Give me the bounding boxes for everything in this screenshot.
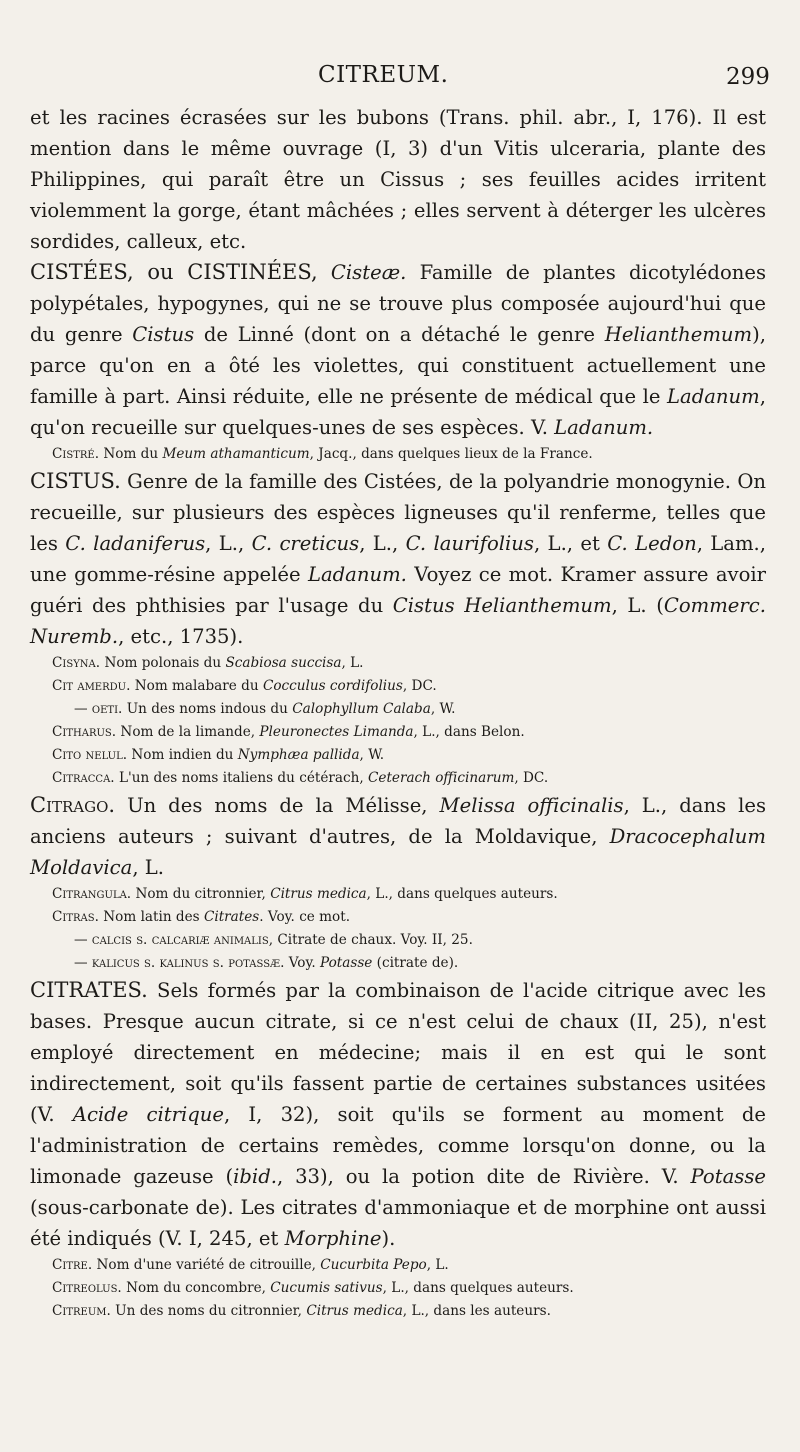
entry-text: ). [381, 1227, 396, 1250]
entry-text: , DC. [514, 770, 549, 786]
entry-head: Citracca. [52, 770, 115, 786]
entry-text: Nom polonais du [104, 655, 222, 671]
entry-text: L'un des noms italiens du cétérach, [118, 770, 364, 786]
entry-head: CITRATES. [30, 978, 148, 1002]
latin-name: Cucumis sativus [270, 1280, 383, 1296]
entry-head: Citreolus. [52, 1280, 122, 1296]
intro-paragraph: et les racines écrasées sur les bubons (Trans. phil. abr., I, 176). Il est mention dans le même ouvrage (I, 3) d'un Vitis ulceraria, plante des Philippines, qui paraît être un Cissus ; ses feuilles acides irritent violemment la gorge, étant mâchées ; elles servent à déterger les ulcères sordides, calleux, etc. [30, 106, 766, 253]
entry-head: Cisyna. [52, 655, 101, 671]
entry-text: Sels formés par la combinaison de l'acide citrique avec les bases. Presque aucun citrate, si ce n'est celui de chaux (II, 25), n'est employé directement en médecine; mais il en est qui le sont indirectement, soit qu'ils fassent partie de certaines substances usitées (V. [30, 979, 766, 1126]
entry-text: , L., [205, 532, 245, 555]
latin-name: Potasse [320, 955, 373, 971]
page-header [0, 62, 800, 96]
entry-text: , L., dans les auteurs. [402, 1303, 551, 1319]
small-entry [30, 767, 766, 790]
latin-name: Ceterach officinarum [368, 770, 515, 786]
latin-name: Citrates [203, 909, 260, 925]
entry-text: Voy. [288, 955, 316, 971]
entry-text: ), parce qu'on en a ôté les violettes, qui constituent actuellement une famille à part. Ainsi réduite, elle ne présente de médical que le [30, 323, 766, 408]
page-body [30, 102, 766, 1323]
cross-reference: Potasse [690, 1165, 766, 1188]
entry-text: , qu'on recueille sur quelques-unes de ses espèces. V. [30, 385, 766, 439]
entry-head: CISTÉES, ou CISTINÉES, [30, 260, 318, 284]
entry-cistre [30, 443, 766, 466]
entry-text: de Linné (dont on a détaché le genre [203, 323, 596, 346]
citation: ibid. [233, 1165, 277, 1188]
entry-text: . Voy. ce mot. [259, 909, 351, 925]
entry-text: Nom du concombre, [126, 1280, 266, 1296]
entry-text: , Jacq., dans quelques lieux de la France. [309, 446, 593, 462]
small-entry [30, 1254, 766, 1277]
citation: Commerc. Nuremb. [30, 594, 766, 648]
entry-cistees [30, 257, 766, 443]
latin-name: Dracocephalum Moldavica [30, 825, 766, 879]
entry-head: CISTUS. [30, 469, 121, 493]
entry-text: , 33), ou la potion dite de Rivière. V. [276, 1165, 679, 1188]
entry-text: , W. [430, 701, 456, 717]
entry-text: (sous-carbonate de). Les citrates d'ammoniaque et de morphine ont aussi été indiqués (V. I, 245, et [30, 1196, 766, 1250]
small-entry [30, 721, 766, 744]
entry-text: Nom du [103, 446, 159, 462]
latin-name: Cucurbita Pepo [320, 1257, 427, 1273]
entry-head: Cito nelul. [52, 747, 128, 763]
latin-name: Meum athamanticum [162, 446, 310, 462]
entry-citrago [30, 790, 766, 883]
latin-name: C. Ledon [607, 532, 697, 555]
small-entry [30, 744, 766, 767]
small-entry [30, 1277, 766, 1300]
entry-head: Cit amerdu. [52, 678, 131, 694]
entry-head: Citrangula. [52, 886, 132, 902]
entry-head: Cistré. [52, 446, 100, 462]
entry-text: , DC. [402, 678, 437, 694]
small-entries-2 [30, 883, 766, 975]
entry-text: , L., dans les anciens auteurs ; suivant d'autres, de la Moldavique, [30, 794, 767, 848]
latin-name: Ladanum [667, 385, 760, 408]
small-entries-1 [30, 652, 766, 790]
latin-name: Cistus Helianthemum [392, 594, 612, 617]
entry-head: Citrago. [30, 793, 116, 817]
small-entry [30, 929, 766, 952]
entry-text: , L., dans quelques auteurs. [366, 886, 558, 902]
entry-text: , L., dans Belon. [413, 724, 525, 740]
entry-head: — calcis s. calcariæ animalis, [74, 932, 274, 948]
entry-text: , L. [426, 1257, 449, 1273]
latin-name: Nymphæa pallida [237, 747, 360, 763]
entry-head: — oeti. [74, 701, 123, 717]
entry-text: , Lam., une gomme-résine appelée [30, 532, 767, 586]
entry-text: , L., et [533, 532, 600, 555]
latin-name: Cocculus cordifolius [262, 678, 403, 694]
entry-citrates [30, 975, 766, 1254]
entry-text: Nom latin des [103, 909, 200, 925]
entry-text: Famille de plantes dicotylédones polypétales, hypogynes, qui ne se trouve plus composée aujourd'hui que du genre [30, 261, 767, 346]
latin-name: Cistus [132, 323, 195, 346]
entry-head: — kalicus s. kalinus s. potassæ. [74, 955, 285, 971]
small-entry [30, 906, 766, 929]
cross-reference: Morphine [284, 1227, 382, 1250]
entry-text: , etc., 1735). [118, 625, 244, 648]
entry-text: , L., dans quelques auteurs. [382, 1280, 574, 1296]
entry-text: , I, 32), soit qu'ils se forment au moment de l'administration de certains remèdes, comme lorsqu'on donne, ou la limonade gazeuse ( [30, 1103, 766, 1188]
latin-name: Cisteæ. [330, 261, 407, 284]
latin-name: Melissa officinalis [439, 794, 624, 817]
latin-name: Citrus medica [306, 1303, 403, 1319]
latin-name: C. creticus [251, 532, 360, 555]
latin-name: Calophyllum Calaba [292, 701, 431, 717]
page-number: 299 [726, 64, 770, 90]
cross-reference: Ladanum. [307, 563, 407, 586]
small-entry [30, 675, 766, 698]
entry-text: , L. [341, 655, 364, 671]
entry-text: Voyez ce mot. Kramer assure avoir guéri des phthisies par l'usage du [30, 563, 766, 617]
small-entries-3 [30, 1254, 766, 1323]
entry-text: Genre de la famille des Cistées, de la polyandrie monogynie. On recueille, sur plusieurs des espèces ligneuses qu'il renferme, telles que les [30, 470, 766, 555]
entry-text: , W. [359, 747, 385, 763]
entry-text: Nom du citronnier, [135, 886, 266, 902]
entry-text: (citrate de). [376, 955, 459, 971]
latin-name: C. ladaniferus [65, 532, 206, 555]
running-title: CITREUM. [318, 62, 449, 88]
entry-text: Nom d'une variété de citrouille, [96, 1257, 316, 1273]
small-entry [30, 952, 766, 975]
entry-text: Un des noms de la Mélisse, [127, 794, 428, 817]
latin-name: Pleuronectes Limanda [259, 724, 414, 740]
latin-name: Helianthemum [604, 323, 753, 346]
entry-text: Nom malabare du [134, 678, 259, 694]
small-entry [30, 652, 766, 675]
small-entry [30, 883, 766, 906]
entry-head: Citreum. [52, 1303, 111, 1319]
entry-text: , L., [359, 532, 399, 555]
entry-text: Nom de la limande, [120, 724, 256, 740]
entry-head: Citras. [52, 909, 99, 925]
entry-text: , L. ( [611, 594, 664, 617]
entry-text: Un des noms du citronnier, [115, 1303, 302, 1319]
entry-text: Nom indien du [131, 747, 234, 763]
cross-reference: Acide citrique [72, 1103, 225, 1126]
entry-head: Citharus. [52, 724, 117, 740]
small-entry [30, 698, 766, 721]
latin-name: Citrus medica [270, 886, 367, 902]
entry-head: Citre. [52, 1257, 93, 1273]
cross-reference: Ladanum. [554, 416, 654, 439]
small-entry [30, 1300, 766, 1323]
entry-text: Citrate de chaux. Voy. II, 25. [277, 932, 473, 948]
entry-text: Un des noms indous du [126, 701, 288, 717]
latin-name: Scabiosa succisa [225, 655, 342, 671]
entry-text: , L. [132, 856, 165, 879]
latin-name: C. laurifolius [405, 532, 534, 555]
entry-cistus [30, 466, 766, 652]
